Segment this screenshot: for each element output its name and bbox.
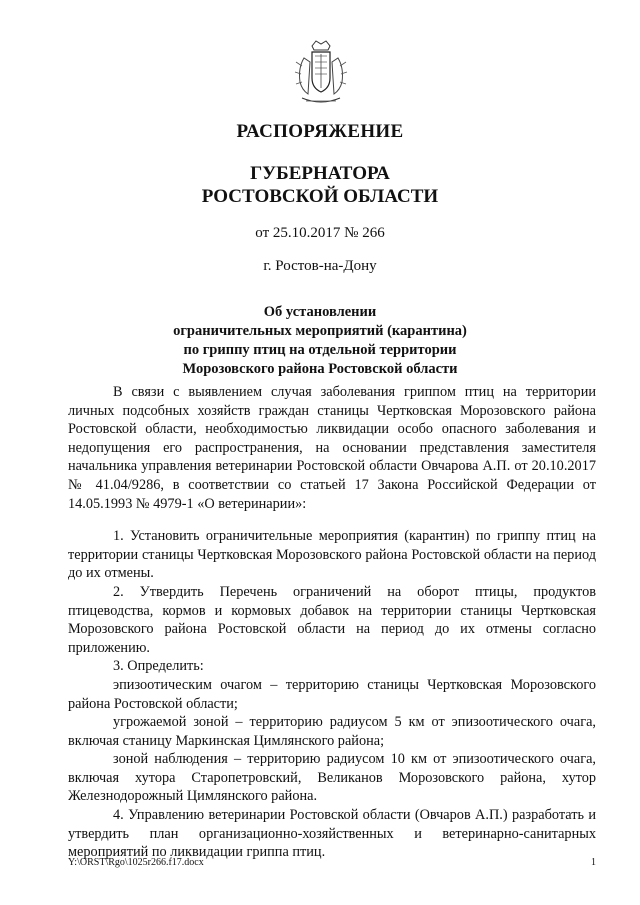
subject-line-3: по гриппу птиц на отдельной территории xyxy=(183,342,457,358)
item-3c-paragraph: зоной наблюдения – территорию радиусом 10 км от эпизоотического очага, включая хутора Старопетровский, Великанов Морозовского района, хутор Железнодорожный Цимлянского района. xyxy=(68,751,596,805)
document-body xyxy=(68,383,596,862)
page-number: 1 xyxy=(591,857,596,868)
item-3a-paragraph: эпизоотическим очагом – территорию станицы Чертковская Морозовского района Ростовской области; xyxy=(68,676,596,712)
document-type-title: РАСПОРЯЖЕНИЕ xyxy=(236,121,404,142)
page-footer xyxy=(68,857,596,868)
item-3b-paragraph: угрожаемой зоной – территорию радиусом 5 км от эпизоотического очага, включая станицу Маркинская Цимлянского района; xyxy=(68,714,596,749)
issuer-line-2: РОСТОВСКОЙ ОБЛАСТИ xyxy=(201,186,439,207)
city: г. Ростов-на-Дону xyxy=(263,258,377,274)
subject-heading xyxy=(0,303,640,379)
subject-line-2: ограничительных мероприятий (карантина) xyxy=(173,323,467,339)
subject-line-1: Об установлении xyxy=(263,304,377,320)
subject-line-4: Морозовского района Ростовской области xyxy=(182,361,458,377)
item-1-paragraph: 1. Установить ограничительные мероприятия (карантин) по гриппу птиц на территории станицы Чертковская Морозовского района Ростовской области на период до их отмены. xyxy=(68,528,596,582)
item-4-paragraph: 4. Управлению ветеринарии Ростовской области (Овчаров А.П.) разработать и утвердить план организационно-хозяйственных и ветеринарно-санитарных мероприятий по ликвидации гриппа птиц. xyxy=(68,807,596,861)
file-path: Y:\ORST\Rgo\1025r266.f17.docx xyxy=(68,857,204,868)
item-3-paragraph: 3. Определить: xyxy=(113,658,204,675)
preamble-paragraph: В связи с выявлением случая заболевания гриппом птиц на территории личных подсобных хозяйств граждан станицы Чертковская Морозовского района Ростовской области, необходимостью ликвидации особо опасного заболевания и недопущения его распространения, на основании представления заместителя начальника управления ветеринарии Ростовской области Овчарова А.П. от 20.10.2017 № 41.04/9286, в соответствии со статьей 17 Закона Российской Федерации от 14.05.1993 № 4979-1 «О ветеринарии»: xyxy=(68,384,596,512)
issuer-line-1: ГУБЕРНАТОРА xyxy=(250,163,390,184)
coat-of-arms-icon xyxy=(290,38,352,108)
date-number: от 25.10.2017 № 266 xyxy=(255,225,385,241)
item-2-paragraph: 2. Утвердить Перечень ограничений на оборот птицы, продуктов птицеводства, кормов и кормовых добавок на территории станицы Чертковская Морозовского района Ростовской области на период до их отмены согласно приложению. xyxy=(68,583,596,656)
